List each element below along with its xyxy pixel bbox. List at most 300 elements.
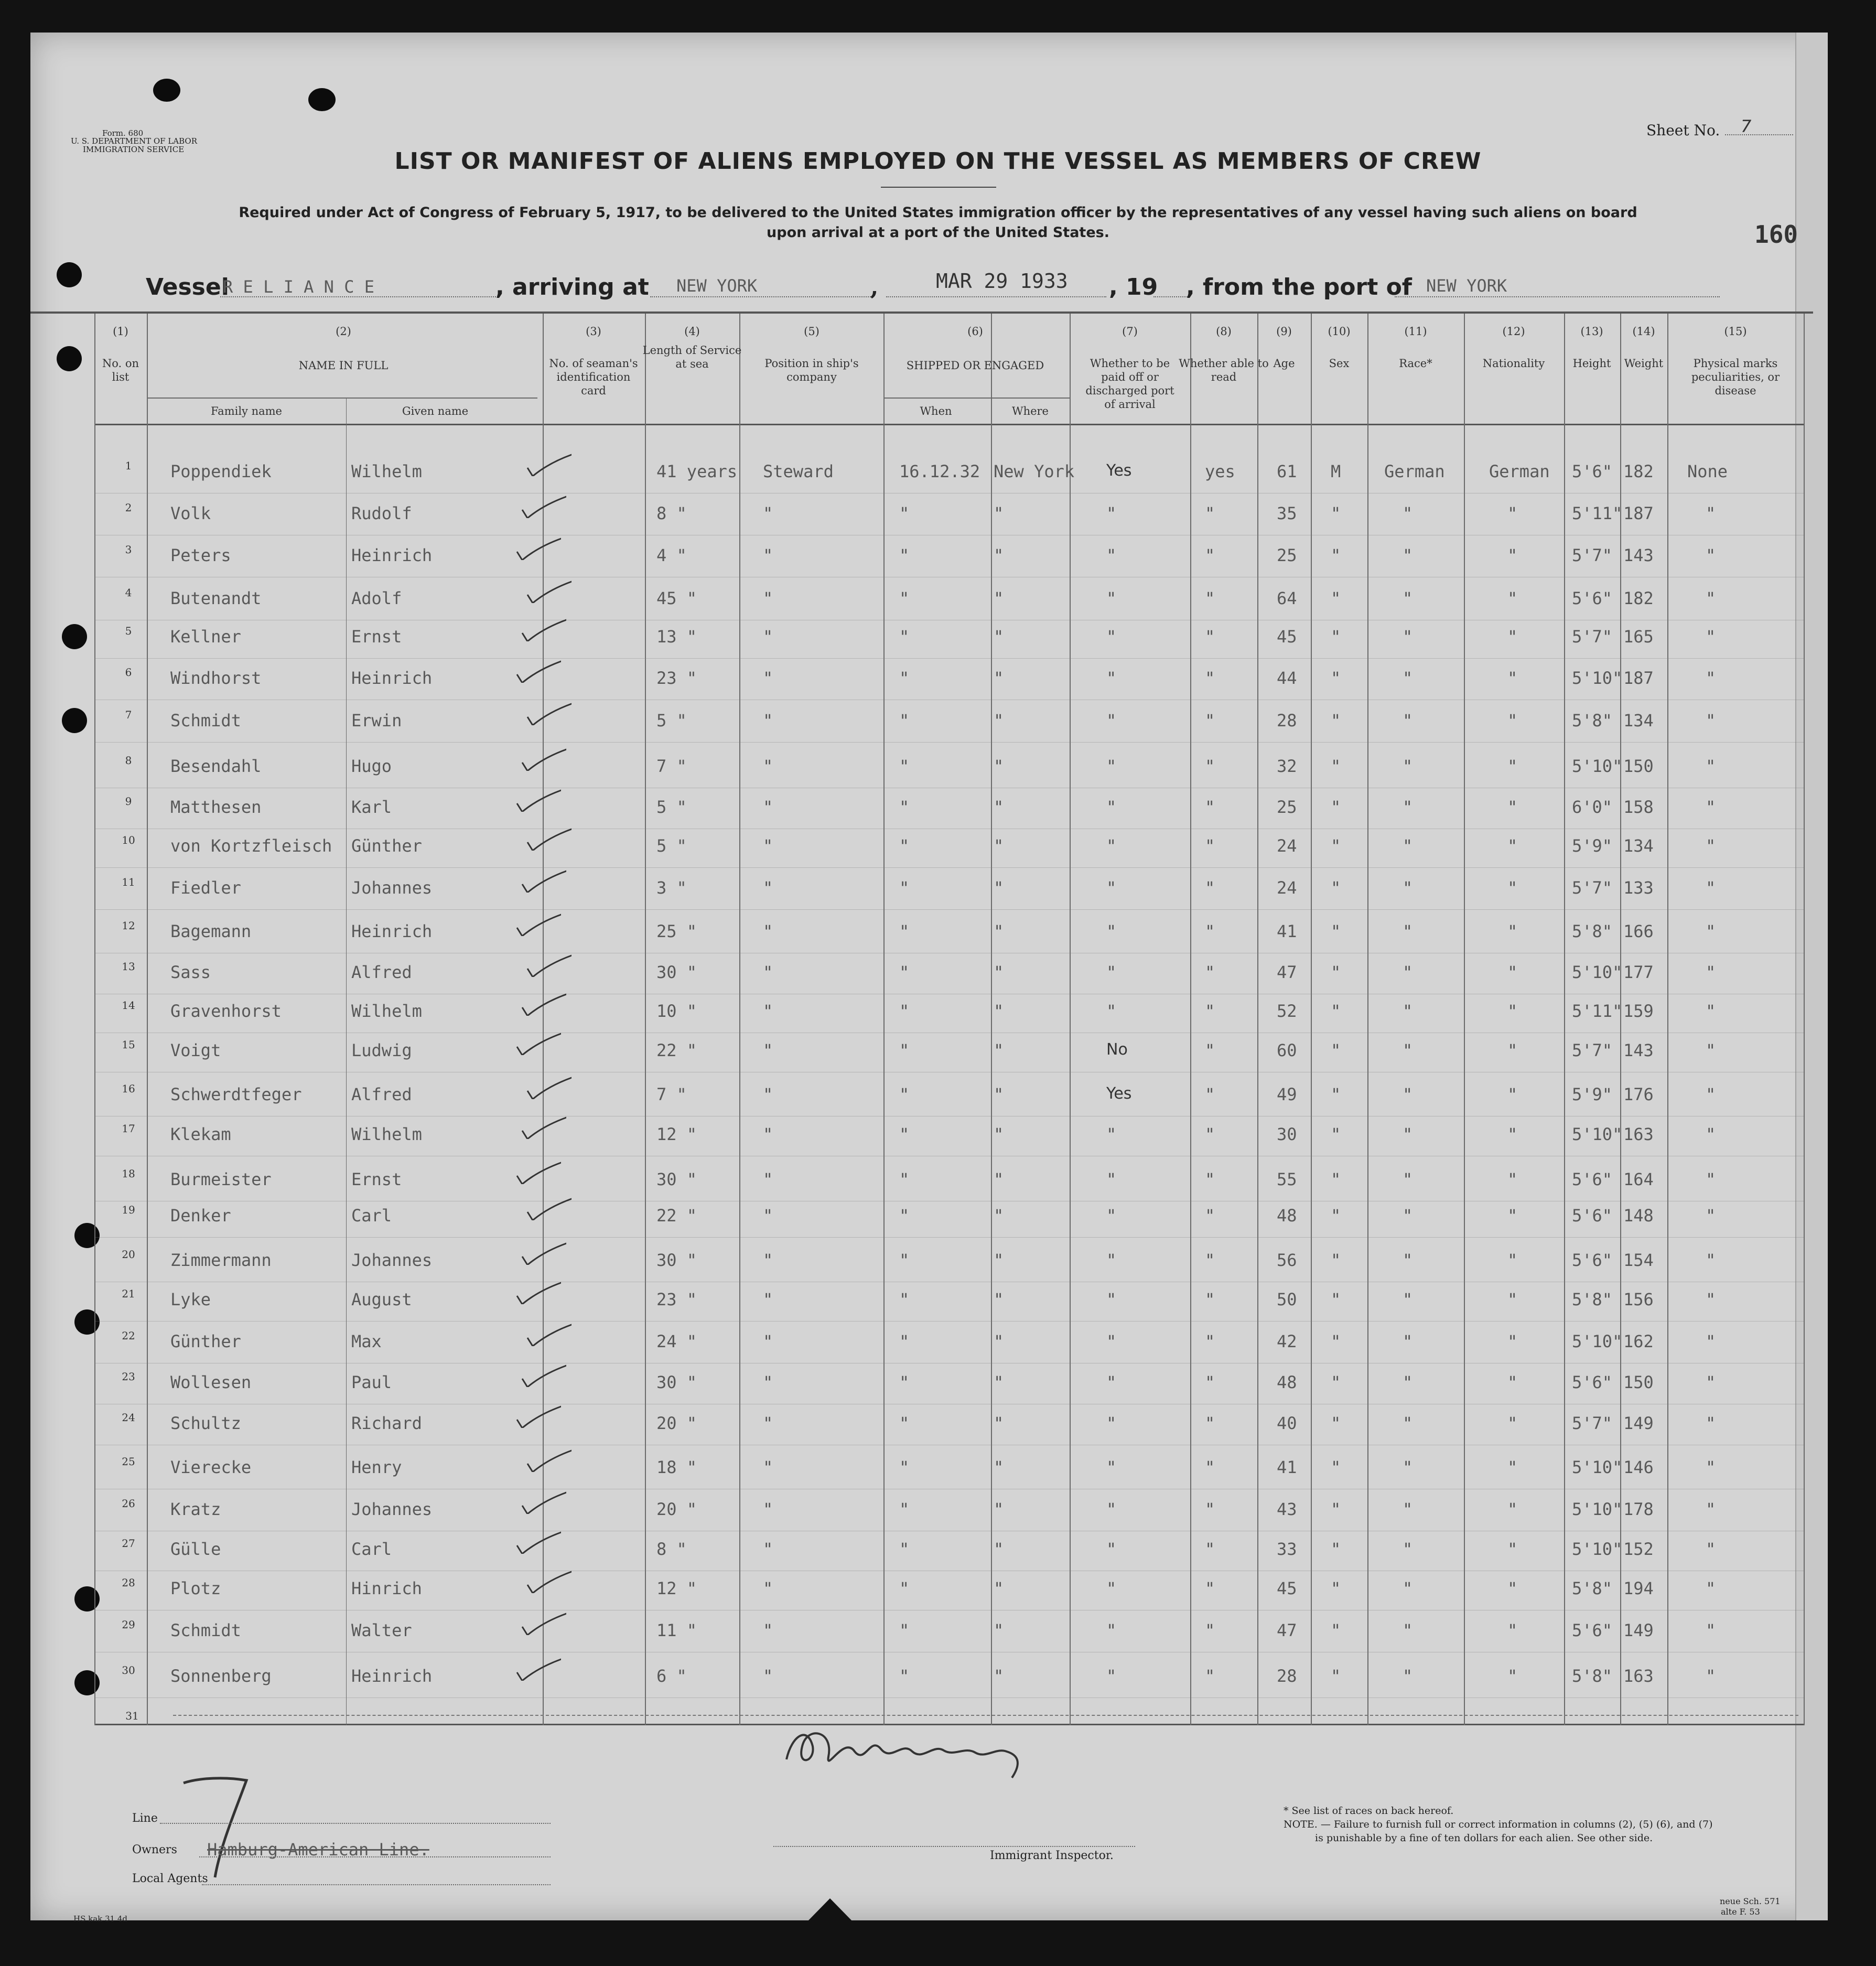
cell-race: " — [1403, 1457, 1413, 1477]
cell-where: " — [994, 503, 1004, 523]
cell-service: 13 " — [656, 627, 697, 647]
cell-paid: " — [1106, 1001, 1117, 1021]
cell-race: " — [1403, 1331, 1413, 1351]
cell-family: Voigt — [170, 1040, 221, 1060]
check-mark-icon — [524, 824, 572, 851]
cell-when: " — [899, 756, 910, 776]
cell-sex: " — [1331, 1578, 1341, 1598]
cell-nat: " — [1507, 836, 1518, 856]
cell-when: " — [899, 1084, 910, 1104]
torn-notch — [806, 1898, 854, 1922]
row-rule — [94, 1237, 1804, 1238]
cell-where: " — [994, 545, 1004, 565]
cell-paid: " — [1106, 1250, 1117, 1270]
cell-race: " — [1403, 1124, 1413, 1144]
cell-paid: " — [1106, 1539, 1117, 1559]
cell-race: " — [1403, 1372, 1413, 1392]
line-underline — [160, 1823, 551, 1824]
cell-paid: " — [1106, 668, 1117, 688]
cell-nat: " — [1507, 1250, 1518, 1270]
cell-where: " — [994, 1413, 1004, 1433]
cell-paid: " — [1106, 1124, 1117, 1144]
row-rule — [94, 909, 1804, 910]
cell-position: " — [763, 797, 773, 817]
cell-age: 41 — [1277, 921, 1297, 941]
cell-height: 5'9" — [1572, 1084, 1613, 1104]
cell-service: 8 " — [656, 1539, 687, 1559]
cell-height: 5'10" — [1572, 1539, 1623, 1559]
cell-age: 64 — [1277, 588, 1297, 608]
cell-given: Alfred — [351, 962, 412, 982]
cell-age: 28 — [1277, 711, 1297, 730]
cell-race: " — [1403, 1578, 1413, 1598]
cell-read: " — [1205, 711, 1215, 730]
subcolumn-divider — [346, 399, 347, 1725]
column-number: (8) — [1216, 325, 1232, 338]
cell-read: " — [1205, 797, 1215, 817]
cell-read: " — [1205, 1539, 1215, 1559]
cell-family: Denker — [170, 1206, 231, 1226]
cell-age: 42 — [1277, 1331, 1297, 1351]
cell-paid: " — [1106, 627, 1117, 647]
cell-when: " — [899, 1206, 910, 1226]
cell-paid: " — [1106, 588, 1117, 608]
cell-position: " — [763, 503, 773, 523]
cell-when: " — [899, 668, 910, 688]
cell-weight: 166 — [1623, 921, 1654, 941]
cell-position: " — [763, 1169, 773, 1189]
cell-service: 41 years — [656, 461, 738, 481]
cell-read: " — [1205, 1578, 1215, 1598]
cell-age: 56 — [1277, 1250, 1297, 1270]
cell-sex: " — [1331, 878, 1341, 898]
cell-height: 5'6" — [1572, 1250, 1613, 1270]
cell-service: 7 " — [656, 1084, 687, 1104]
cell-paid: Yes — [1106, 461, 1132, 480]
binder-hole — [308, 88, 336, 111]
column-divider — [883, 314, 885, 1725]
cell-service: 22 " — [656, 1040, 697, 1060]
cell-sex: " — [1331, 797, 1341, 817]
check-mark-icon — [519, 615, 566, 641]
cell-nat: " — [1507, 1124, 1518, 1144]
cell-service: 12 " — [656, 1124, 697, 1144]
cell-weight: 148 — [1623, 1206, 1654, 1226]
cell-given: Heinrich — [351, 545, 433, 565]
cell-weight: 187 — [1623, 668, 1654, 688]
manifest-page — [30, 33, 1828, 1920]
cell-nat: " — [1507, 1331, 1518, 1351]
cell-paid: " — [1106, 711, 1117, 730]
cell-given: Johannes — [351, 1250, 433, 1270]
cell-height: 5'7" — [1572, 627, 1613, 647]
column-header: Nationality — [1482, 357, 1545, 370]
cell-weight: 146 — [1623, 1457, 1654, 1477]
cell-when: " — [899, 1040, 910, 1060]
row-number: 25 — [122, 1455, 135, 1468]
cell-where: " — [994, 1124, 1004, 1144]
cell-nat: " — [1507, 1169, 1518, 1189]
cell-where: " — [994, 836, 1004, 856]
cell-where: New York — [994, 461, 1075, 481]
cell-given: Richard — [351, 1413, 422, 1433]
cell-marks: " — [1706, 1290, 1716, 1309]
cell-age: 49 — [1277, 1084, 1297, 1104]
cell-where: " — [994, 668, 1004, 688]
cell-height: 5'10" — [1572, 1124, 1623, 1144]
cell-paid: " — [1106, 1413, 1117, 1433]
binder-hole — [62, 708, 87, 733]
cell-age: 52 — [1277, 1001, 1297, 1021]
cell-race: " — [1403, 1499, 1413, 1519]
arriving-port: NEW YORK — [676, 276, 758, 296]
cell-weight: 154 — [1623, 1250, 1654, 1270]
row-number: 26 — [122, 1497, 135, 1510]
date-stamp: MAR 29 1933 — [936, 270, 1068, 293]
cell-marks: " — [1706, 878, 1716, 898]
row-number: 6 — [125, 666, 132, 679]
cell-weight: 143 — [1623, 1040, 1654, 1060]
check-mark-icon — [519, 492, 566, 518]
cell-sex: " — [1331, 1413, 1341, 1433]
cell-height: 5'11" — [1572, 1001, 1623, 1021]
cell-family: Klekam — [170, 1124, 231, 1144]
cell-sex: " — [1331, 1084, 1341, 1104]
cell-read: " — [1205, 921, 1215, 941]
row-number: 11 — [122, 876, 135, 888]
cell-sex: " — [1331, 836, 1341, 856]
cell-where: " — [994, 1250, 1004, 1270]
cell-service: 10 " — [656, 1001, 697, 1021]
cell-height: 5'6" — [1572, 1169, 1613, 1189]
column-subheader: Given name — [402, 405, 469, 417]
cell-age: 50 — [1277, 1290, 1297, 1309]
cell-given: Günther — [351, 836, 422, 856]
cell-when: " — [899, 1413, 910, 1433]
cell-sex: " — [1331, 1620, 1341, 1640]
cell-given: Heinrich — [351, 1666, 433, 1686]
row-number: 23 — [122, 1370, 135, 1383]
cell-family: Sonnenberg — [170, 1666, 272, 1686]
print-code-right-1: neue Sch. 571 — [1720, 1896, 1781, 1906]
column-header: Length of Service at sea — [642, 344, 742, 370]
cell-family: Peters — [170, 545, 231, 565]
check-mark-icon — [524, 1567, 572, 1593]
cell-family: Besendahl — [170, 756, 262, 776]
cell-where: " — [994, 1001, 1004, 1021]
cell-given: Adolf — [351, 588, 402, 608]
cell-read: " — [1205, 545, 1215, 565]
cell-height: 5'7" — [1572, 545, 1613, 565]
binder-hole — [62, 624, 87, 649]
cell-position: " — [763, 1206, 773, 1226]
column-divider — [739, 314, 740, 1725]
cell-paid: " — [1106, 1578, 1117, 1598]
cell-race: " — [1403, 756, 1413, 776]
cell-marks: " — [1706, 1124, 1716, 1144]
check-mark-icon — [519, 866, 566, 893]
cell-height: 6'0" — [1572, 797, 1613, 817]
cell-weight: 182 — [1623, 588, 1654, 608]
line-label: Line — [132, 1812, 158, 1825]
cell-marks: " — [1706, 1250, 1716, 1270]
cell-height: 5'8" — [1572, 921, 1613, 941]
service: IMMIGRATION SERVICE — [83, 145, 185, 154]
cell-where: " — [994, 588, 1004, 608]
cell-race: " — [1403, 836, 1413, 856]
cell-read: " — [1205, 1666, 1215, 1686]
row-number: 3 — [125, 543, 132, 556]
agents-underline — [202, 1884, 551, 1885]
cell-paid: Yes — [1106, 1084, 1132, 1103]
cell-read: " — [1205, 1001, 1215, 1021]
cell-family: Schwerdtfeger — [170, 1084, 302, 1104]
row-number: 2 — [125, 501, 132, 514]
row-number: 9 — [125, 795, 132, 808]
cell-family: Bagemann — [170, 921, 252, 941]
cell-weight: 133 — [1623, 878, 1654, 898]
cell-service: 30 " — [656, 1250, 697, 1270]
cell-race: " — [1403, 1290, 1413, 1309]
row-number: 4 — [125, 586, 132, 599]
cell-where: " — [994, 1040, 1004, 1060]
cell-family: Zimmermann — [170, 1250, 272, 1270]
column-number: (11) — [1404, 325, 1427, 338]
cell-given: Walter — [351, 1620, 412, 1640]
check-mark-icon — [519, 1609, 566, 1635]
cell-given: Hugo — [351, 756, 392, 776]
cell-given: Ernst — [351, 1169, 402, 1189]
cell-where: " — [994, 1666, 1004, 1686]
cell-race: " — [1403, 588, 1413, 608]
cell-marks: " — [1706, 1084, 1716, 1104]
cell-sex: " — [1331, 1169, 1341, 1189]
cell-service: 4 " — [656, 545, 687, 565]
cell-sex: " — [1331, 1290, 1341, 1309]
cell-height: 5'7" — [1572, 1413, 1613, 1433]
column-header: Position in ship's company — [764, 357, 859, 383]
subtitle-line-1: Required under Act of Congress of February 5, 1917, to be delivered to the United States immigration officer by the representatives of any vessel having such aliens on board — [239, 205, 1637, 221]
column-number: (2) — [336, 325, 351, 338]
cell-position: " — [763, 668, 773, 688]
title-rule — [881, 187, 996, 188]
cell-when: " — [899, 1620, 910, 1640]
cell-service: 45 " — [656, 588, 697, 608]
cell-when: " — [899, 962, 910, 982]
binder-hole — [74, 1586, 100, 1612]
cell-when: " — [899, 711, 910, 730]
cell-family: Vierecke — [170, 1457, 252, 1477]
cell-marks: " — [1706, 1578, 1716, 1598]
check-mark-icon — [514, 786, 561, 812]
arriving-underline — [650, 296, 873, 297]
cell-given: Wilhelm — [351, 461, 422, 481]
cell-position: " — [763, 1331, 773, 1351]
column-divider — [1190, 314, 1191, 1725]
cell-height: 5'6" — [1572, 1620, 1613, 1640]
cell-family: Windhorst — [170, 668, 262, 688]
column-number: (4) — [684, 325, 700, 338]
cell-when: " — [899, 1457, 910, 1477]
cell-weight: 187 — [1623, 503, 1654, 523]
cell-marks: " — [1706, 1620, 1716, 1640]
cell-marks: " — [1706, 1169, 1716, 1189]
row-number: 13 — [122, 960, 135, 973]
cell-race: " — [1403, 1040, 1413, 1060]
cell-race: " — [1403, 1206, 1413, 1226]
cell-service: 5 " — [656, 711, 687, 730]
cell-family: Plotz — [170, 1578, 221, 1598]
cell-weight: 165 — [1623, 627, 1654, 647]
cell-position: " — [763, 1499, 773, 1519]
cell-when: 16.12.32 — [899, 461, 980, 481]
check-mark-icon — [524, 450, 572, 476]
cell-given: Henry — [351, 1457, 402, 1477]
cell-family: Lyke — [170, 1290, 211, 1309]
cell-race: " — [1403, 1413, 1413, 1433]
check-mark-icon — [519, 1361, 566, 1387]
cell-sex: " — [1331, 962, 1341, 982]
cell-age: 35 — [1277, 503, 1297, 523]
form-number: Form. 680 — [102, 128, 144, 138]
cell-given: Paul — [351, 1372, 392, 1392]
fine-note-2: is punishable by a fine of ten dollars for each alien. See other side. — [1315, 1832, 1653, 1844]
check-mark-icon — [514, 657, 561, 683]
cell-family: Butenandt — [170, 588, 262, 608]
cell-sex: " — [1331, 627, 1341, 647]
column-header: SHIPPED OR ENGAGED — [906, 359, 1044, 372]
cell-read: yes — [1205, 461, 1235, 481]
cell-race: " — [1403, 921, 1413, 941]
cell-when: " — [899, 1539, 910, 1559]
cell-read: " — [1205, 668, 1215, 688]
shipped-subheader-rule — [883, 398, 1070, 399]
cell-family: Poppendiek — [170, 461, 272, 481]
cell-read: " — [1205, 878, 1215, 898]
column-header: Age — [1273, 357, 1295, 370]
cell-position: " — [763, 1372, 773, 1392]
binder-hole — [57, 346, 82, 371]
binder-hole — [57, 262, 82, 287]
cell-read: " — [1205, 1084, 1215, 1104]
cell-when: " — [899, 627, 910, 647]
cell-marks: " — [1706, 545, 1716, 565]
check-mark-icon — [519, 1488, 566, 1514]
print-code-left: HS kak 31 4d — [73, 1914, 128, 1924]
column-number: (7) — [1122, 325, 1138, 338]
cell-race: " — [1403, 1084, 1413, 1104]
column-header: Weight — [1624, 357, 1664, 370]
cell-when: " — [899, 878, 910, 898]
cell-where: " — [994, 921, 1004, 941]
owners-label: Owners — [132, 1843, 177, 1856]
check-mark-icon — [514, 1278, 561, 1304]
cell-height: 5'8" — [1572, 1290, 1613, 1309]
cell-position: " — [763, 545, 773, 565]
check-mark-icon — [514, 1655, 561, 1681]
cell-when: " — [899, 1250, 910, 1270]
cell-where: " — [994, 1084, 1004, 1104]
cell-age: 43 — [1277, 1499, 1297, 1519]
cell-race: " — [1403, 627, 1413, 647]
cell-read: " — [1205, 1499, 1215, 1519]
cell-position: " — [763, 1290, 773, 1309]
cell-where: " — [994, 1290, 1004, 1309]
cell-nat: " — [1507, 962, 1518, 982]
cell-sex: " — [1331, 545, 1341, 565]
cell-read: " — [1205, 756, 1215, 776]
date-underline — [886, 296, 1106, 297]
cell-age: 44 — [1277, 668, 1297, 688]
races-note: * See list of races on back hereof. — [1284, 1805, 1454, 1817]
column-header: Whether to be paid off or discharged port of arrival — [1085, 357, 1174, 411]
column-number: (10) — [1328, 325, 1351, 338]
column-number: (3) — [586, 325, 601, 338]
column-header: Height — [1572, 357, 1611, 370]
cell-paid: " — [1106, 545, 1117, 565]
cell-position: " — [763, 921, 773, 941]
cell-weight: 150 — [1623, 1372, 1654, 1392]
cell-given: August — [351, 1290, 412, 1309]
cell-where: " — [994, 878, 1004, 898]
cell-when: " — [899, 1499, 910, 1519]
cell-paid: " — [1106, 1331, 1117, 1351]
arriving-label: , arriving at — [495, 274, 649, 300]
cell-weight: 177 — [1623, 962, 1654, 982]
cell-read: " — [1205, 1124, 1215, 1144]
cell-service: 3 " — [656, 878, 687, 898]
cell-where: " — [994, 1539, 1004, 1559]
column-number: (15) — [1724, 325, 1747, 338]
cell-when: " — [899, 1372, 910, 1392]
cell-weight: 134 — [1623, 836, 1654, 856]
cell-weight: 194 — [1623, 1578, 1654, 1598]
cell-weight: 159 — [1623, 1001, 1654, 1021]
cell-age: 47 — [1277, 962, 1297, 982]
cell-weight: 176 — [1623, 1084, 1654, 1104]
check-mark-icon — [514, 1528, 561, 1554]
cell-height: 5'10" — [1572, 962, 1623, 982]
cell-marks: " — [1706, 588, 1716, 608]
cell-sex: " — [1331, 668, 1341, 688]
binder-hole — [74, 1309, 100, 1335]
cell-age: 24 — [1277, 878, 1297, 898]
cell-sex: " — [1331, 1331, 1341, 1351]
cell-weight: 149 — [1623, 1620, 1654, 1640]
binder-hole — [74, 1223, 100, 1248]
cell-marks: " — [1706, 921, 1716, 941]
cell-marks: " — [1706, 1206, 1716, 1226]
row-number: 16 — [122, 1082, 135, 1095]
row-number: 17 — [122, 1122, 135, 1135]
cell-when: " — [899, 1331, 910, 1351]
cell-where: " — [994, 797, 1004, 817]
column-divider — [1464, 314, 1465, 1725]
row-number: 28 — [122, 1576, 135, 1589]
cell-family: Kratz — [170, 1499, 221, 1519]
column-divider — [94, 314, 95, 1725]
cell-age: 41 — [1277, 1457, 1297, 1477]
cell-sex: " — [1331, 1250, 1341, 1270]
cell-race: German — [1384, 461, 1445, 481]
cell-age: 47 — [1277, 1620, 1297, 1640]
department: U. S. DEPARTMENT OF LABOR — [71, 136, 198, 146]
cell-paid: " — [1106, 1620, 1117, 1640]
cell-age: 32 — [1277, 756, 1297, 776]
row-number: 15 — [122, 1038, 135, 1051]
check-mark-icon — [514, 910, 561, 936]
row-number: 10 — [122, 834, 135, 846]
